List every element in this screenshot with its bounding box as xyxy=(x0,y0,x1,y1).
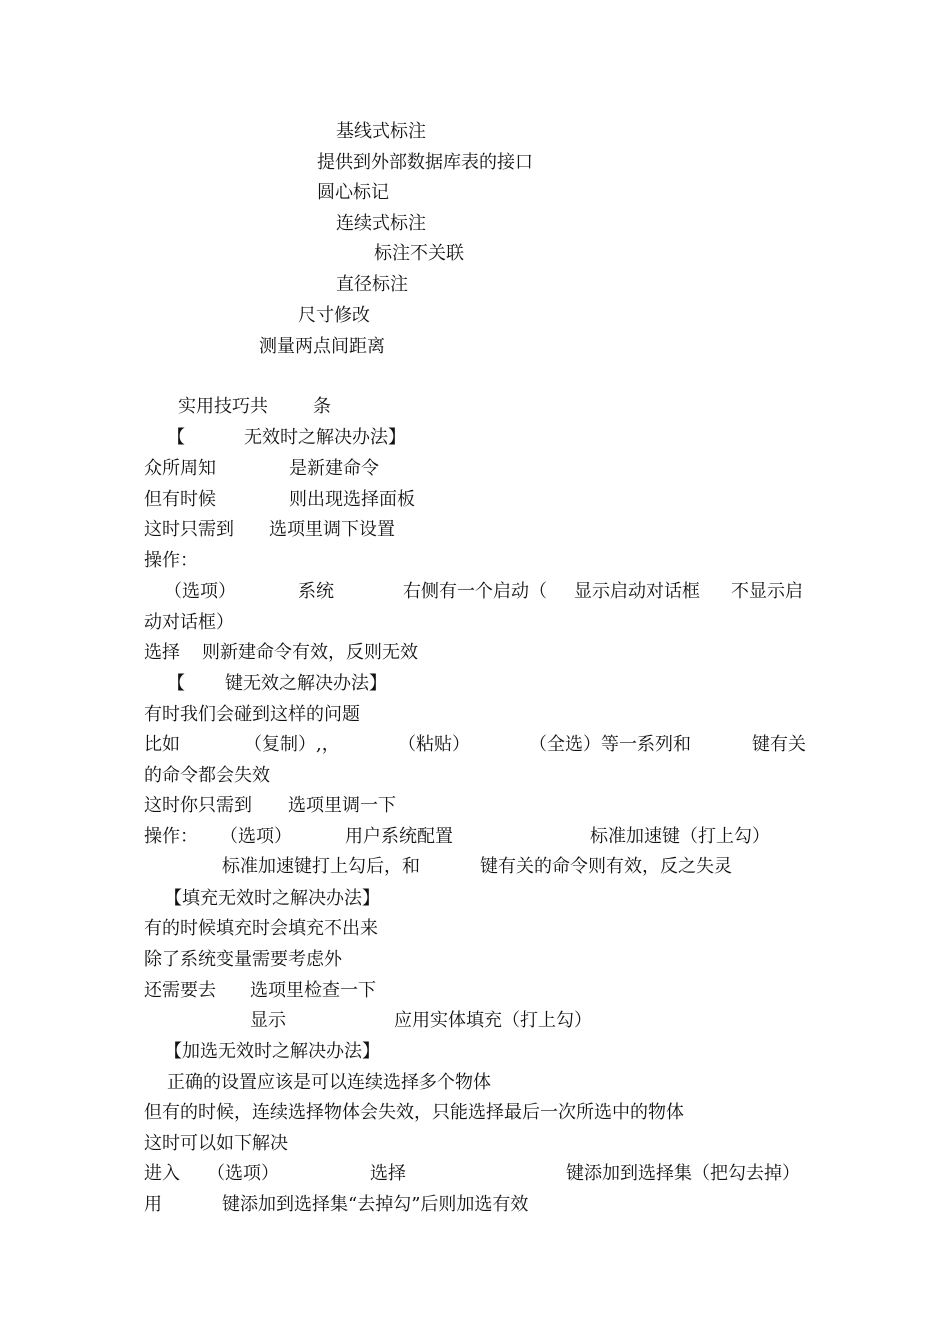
tip2-result-b: 键有关的命令则有效，反之失灵 xyxy=(480,856,732,877)
tip4-line3: 这时可以如下解决 xyxy=(144,1133,288,1154)
tip1-line2-a: 但有时候 xyxy=(144,489,216,510)
tip1-result-a: 选择 xyxy=(144,642,180,663)
tip4-line5-b: 键添加到选择集“去掉勾”后则加选有效 xyxy=(222,1194,529,1215)
tip2-line2-a: 比如 xyxy=(144,734,180,755)
tip2-op-b: （选项） xyxy=(220,826,292,847)
list-item: 提供到外部数据库表的接口 xyxy=(317,152,533,173)
tip2-line3-a: 这时你只需到 xyxy=(144,795,252,816)
tip1-op-b: 系统 xyxy=(298,581,334,602)
tip3-line4-a: 显示 xyxy=(250,1010,286,1031)
tip1-line1-a: 众所周知 xyxy=(144,458,216,479)
tip4-line4-a: 进入 xyxy=(144,1163,180,1184)
tip1-line3-a: 这时只需到 xyxy=(144,519,234,540)
list-item: 尺寸修改 xyxy=(298,305,370,326)
tip2-result-a: 标准加速键打上勾后，和 xyxy=(222,856,420,877)
list-item: 圆心标记 xyxy=(317,182,389,203)
tip1-line3-b: 选项里调下设置 xyxy=(269,519,395,540)
tip2-line2-e: 键有关 xyxy=(752,734,806,755)
tip3-line3-b: 选项里检查一下 xyxy=(250,980,376,1001)
list-item: 标注不关联 xyxy=(374,243,464,264)
tip3-line4-b: 应用实体填充（打上勾） xyxy=(394,1010,592,1031)
tip4-line4-d: 键添加到选择集（把勾去掉） xyxy=(566,1163,800,1184)
tip1-op-d: 显示启动对话框 xyxy=(574,581,700,602)
tip4-line2: 但有的时候，连续选择物体会失效，只能选择最后一次所选中的物体 xyxy=(144,1102,684,1123)
tip4-line1: 正确的设置应该是可以连续选择多个物体 xyxy=(167,1072,491,1093)
list-item: 连续式标注 xyxy=(336,213,426,234)
tip1-op-label: 操作： xyxy=(144,550,198,571)
section-title-suffix: 条 xyxy=(313,396,331,417)
tip4-line4-b: （选项） xyxy=(207,1163,279,1184)
tip3-heading: 【填充无效时之解决办法】 xyxy=(164,888,380,909)
list-item: 直径标注 xyxy=(336,274,408,295)
tip2-line1: 有时我们会碰到这样的问题 xyxy=(144,704,360,725)
tip1-op-a: （选项） xyxy=(164,581,236,602)
tip2-line3-b: 选项里调一下 xyxy=(288,795,396,816)
tip1-op-c: 右侧有一个启动（ xyxy=(403,581,547,602)
tip2-heading: 键无效之解决办法】 xyxy=(225,673,387,694)
tip1-op-cont: 动对话框） xyxy=(144,612,234,633)
tip4-line4-c: 选择 xyxy=(370,1163,406,1184)
tip3-line2: 除了系统变量需要考虑外 xyxy=(144,949,342,970)
list-item: 测量两点间距离 xyxy=(259,336,385,357)
tip2-line2-b: （复制）,， xyxy=(244,734,340,755)
tip1-heading: 无效时之解决办法】 xyxy=(244,427,406,448)
tip2-op-a: 操作： xyxy=(144,826,198,847)
tip1-heading-bracket: 【 xyxy=(167,427,185,448)
tip3-line3-a: 还需要去 xyxy=(144,980,216,1001)
tip1-op-e: 不显示启 xyxy=(731,581,803,602)
tip1-line1-b: 是新建命令 xyxy=(289,458,379,479)
tip3-line1: 有的时候填充时会填充不出来 xyxy=(144,918,378,939)
tip2-line2-cont: 的命令都会失效 xyxy=(144,765,270,786)
tip2-op-c: 用户系统配置 xyxy=(345,826,453,847)
tip4-heading: 【加选无效时之解决办法】 xyxy=(164,1041,380,1062)
section-title: 实用技巧共 xyxy=(178,396,268,417)
tip2-heading-bracket: 【 xyxy=(167,673,185,694)
tip1-result-b: 则新建命令有效，反则无效 xyxy=(202,642,418,663)
list-item: 基线式标注 xyxy=(336,121,426,142)
tip4-line5-a: 用 xyxy=(144,1194,162,1215)
tip2-op-d: 标准加速键（打上勾） xyxy=(590,826,770,847)
tip2-line2-d: （全选）等一系列和 xyxy=(529,734,691,755)
tip1-line2-b: 则出现选择面板 xyxy=(289,489,415,510)
tip2-line2-c: （粘贴） xyxy=(398,734,470,755)
